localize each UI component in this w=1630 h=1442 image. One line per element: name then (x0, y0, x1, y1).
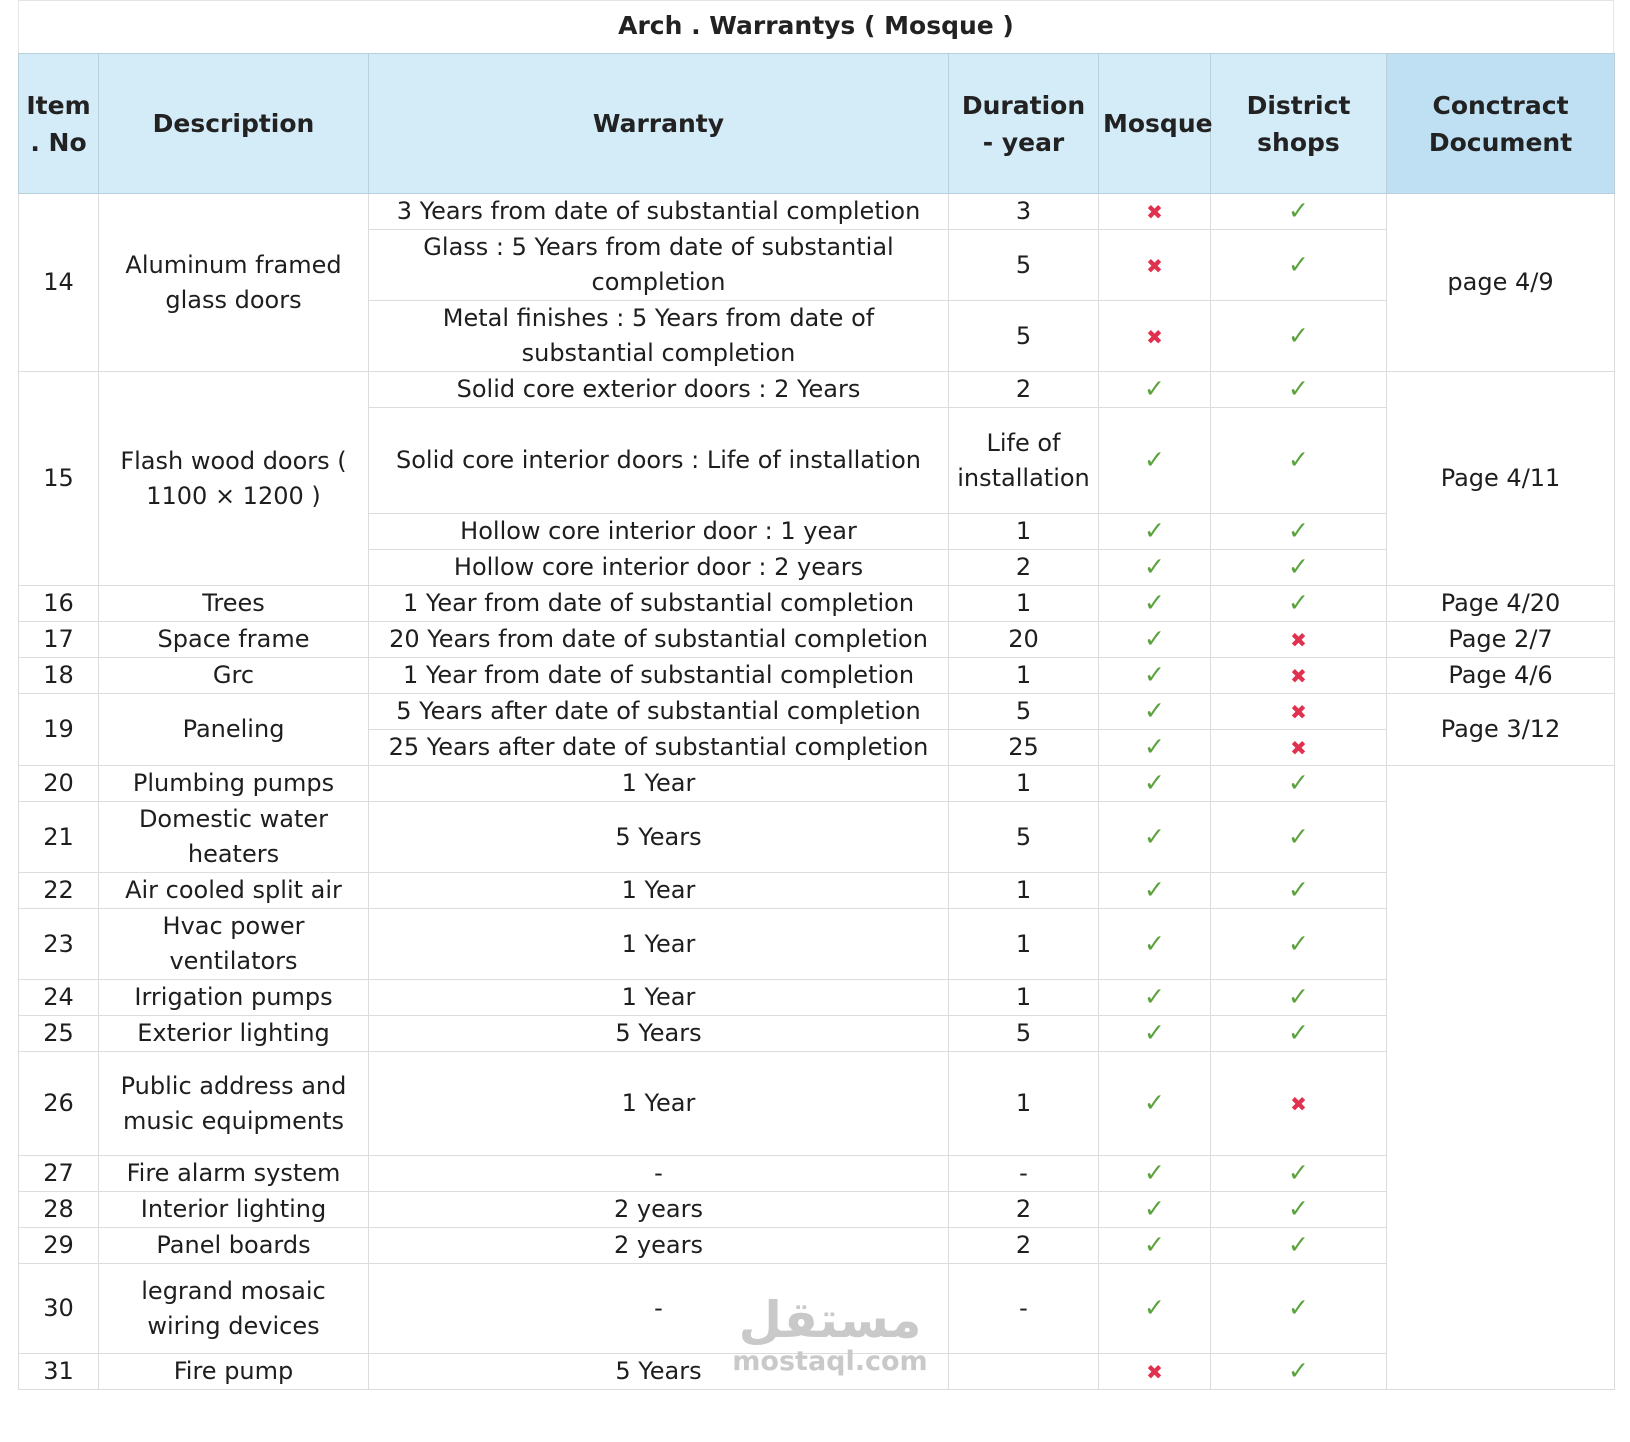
item-no-cell: 18 (19, 658, 99, 694)
item-no-cell: 16 (19, 586, 99, 622)
header-district-shops: District shops (1211, 54, 1387, 194)
cross-icon: ✖ (1290, 1092, 1307, 1116)
check-icon: ✓ (1288, 1230, 1309, 1259)
cross-icon: ✖ (1290, 628, 1307, 652)
cross-icon: ✖ (1146, 200, 1163, 224)
mosque-status-cell (1099, 980, 1211, 1016)
contract-document-cell: Page 2/7 (1387, 622, 1615, 658)
warranty-cell: 1 Year (369, 766, 949, 802)
district-status-cell (1211, 372, 1387, 408)
item-no-cell: 24 (19, 980, 99, 1016)
mosque-status-cell (1099, 586, 1211, 622)
district-status-cell (1211, 1192, 1387, 1228)
table-row (19, 194, 1615, 230)
description-cell: legrand mosaic wiring devices (99, 1264, 369, 1354)
mosque-status-cell (1099, 1354, 1211, 1390)
district-status-cell (1211, 1264, 1387, 1354)
item-no-cell: 29 (19, 1228, 99, 1264)
district-status-cell (1211, 1354, 1387, 1390)
district-status-cell (1211, 730, 1387, 766)
warranty-cell: 5 Years (369, 1016, 949, 1052)
district-status-cell (1211, 802, 1387, 873)
header-mosque: Mosque (1099, 54, 1211, 194)
check-icon: ✓ (1144, 768, 1165, 797)
duration-cell (949, 1354, 1099, 1390)
warranty-cell: 1 Year (369, 873, 949, 909)
description-cell: Irrigation pumps (99, 980, 369, 1016)
item-no-cell: 30 (19, 1264, 99, 1354)
mosque-status-cell (1099, 909, 1211, 980)
table-row (19, 1228, 1615, 1264)
mosque-status-cell (1099, 194, 1211, 230)
duration-cell: 5 (949, 301, 1099, 372)
check-icon: ✓ (1144, 660, 1165, 689)
item-no-cell: 23 (19, 909, 99, 980)
check-icon: ✓ (1144, 1018, 1165, 1047)
warranty-cell: Solid core interior doors : Life of installation (369, 408, 949, 514)
warranty-cell: 5 Years (369, 1354, 949, 1390)
table-row (19, 1264, 1615, 1354)
check-icon: ✓ (1288, 1293, 1309, 1322)
description-cell: Flash wood doors ( 1100 × 1200 ) (99, 372, 369, 586)
mosque-status-cell (1099, 1228, 1211, 1264)
check-icon: ✓ (1144, 1158, 1165, 1187)
description-cell: Paneling (99, 694, 369, 766)
table-row (19, 1052, 1615, 1156)
mosque-status-cell (1099, 1016, 1211, 1052)
item-no-cell: 19 (19, 694, 99, 766)
duration-cell: Life of installation (949, 408, 1099, 514)
table-row (19, 622, 1615, 658)
mosque-status-cell (1099, 1192, 1211, 1228)
mosque-status-cell (1099, 622, 1211, 658)
mosque-status-cell (1099, 658, 1211, 694)
table-row (19, 873, 1615, 909)
check-icon: ✓ (1288, 552, 1309, 581)
mosque-status-cell (1099, 1156, 1211, 1192)
duration-cell: 5 (949, 230, 1099, 301)
table-row (19, 1354, 1615, 1390)
mosque-status-cell (1099, 873, 1211, 909)
header-duration: Duration - year (949, 54, 1099, 194)
duration-cell: 25 (949, 730, 1099, 766)
check-icon: ✓ (1288, 320, 1309, 350)
duration-cell: 1 (949, 980, 1099, 1016)
duration-cell: - (949, 1156, 1099, 1192)
description-cell: Interior lighting (99, 1192, 369, 1228)
district-status-cell (1211, 550, 1387, 586)
mosque-status-cell (1099, 408, 1211, 514)
check-icon: ✓ (1144, 928, 1165, 958)
item-no-cell: 26 (19, 1052, 99, 1156)
item-no-cell: 27 (19, 1156, 99, 1192)
description-cell: Trees (99, 586, 369, 622)
warranty-cell: 1 Year (369, 980, 949, 1016)
duration-cell: - (949, 1264, 1099, 1354)
mosque-status-cell (1099, 1264, 1211, 1354)
check-icon: ✓ (1144, 445, 1165, 474)
header-item-no: Item . No (19, 54, 99, 194)
district-status-cell (1211, 586, 1387, 622)
description-cell: Aluminum framed glass doors (99, 194, 369, 372)
mosque-status-cell (1099, 514, 1211, 550)
table-row (19, 372, 1615, 408)
district-status-cell (1211, 1052, 1387, 1156)
description-cell: Panel boards (99, 1228, 369, 1264)
table-row (19, 766, 1615, 802)
mosque-status-cell (1099, 766, 1211, 802)
check-icon: ✓ (1144, 696, 1165, 725)
duration-cell: 1 (949, 658, 1099, 694)
table-row (19, 586, 1615, 622)
warranty-cell: Metal finishes : 5 Years from date of substantial completion (369, 301, 949, 372)
description-cell: Public address and music equipments (99, 1052, 369, 1156)
duration-cell: 2 (949, 550, 1099, 586)
check-icon: ✓ (1288, 982, 1309, 1011)
check-icon: ✓ (1144, 516, 1165, 545)
warranty-cell: Glass : 5 Years from date of substantial completion (369, 230, 949, 301)
warranty-table (18, 53, 1615, 1390)
warranty-cell: 2 years (369, 1228, 949, 1264)
warranty-sheet (18, 0, 1614, 1390)
mosque-status-cell (1099, 730, 1211, 766)
district-status-cell (1211, 514, 1387, 550)
item-no-cell: 20 (19, 766, 99, 802)
duration-cell: 1 (949, 766, 1099, 802)
check-icon: ✓ (1144, 374, 1165, 403)
duration-cell: 1 (949, 1052, 1099, 1156)
description-cell: Fire alarm system (99, 1156, 369, 1192)
mosque-status-cell (1099, 802, 1211, 873)
check-icon: ✓ (1144, 875, 1165, 904)
contract-document-cell: Page 3/12 (1387, 694, 1615, 766)
cross-icon: ✖ (1290, 664, 1307, 688)
item-no-cell: 17 (19, 622, 99, 658)
check-icon: ✓ (1288, 249, 1309, 279)
duration-cell: 2 (949, 1228, 1099, 1264)
duration-cell: 1 (949, 586, 1099, 622)
warranty-cell: 1 Year from date of substantial completion (369, 586, 949, 622)
table-row (19, 1016, 1615, 1052)
cross-icon: ✖ (1290, 736, 1307, 760)
check-icon: ✓ (1144, 732, 1165, 761)
description-cell: Hvac power ventilators (99, 909, 369, 980)
description-cell: Grc (99, 658, 369, 694)
district-status-cell (1211, 1156, 1387, 1192)
district-status-cell (1211, 694, 1387, 730)
warranty-cell: 20 Years from date of substantial completion (369, 622, 949, 658)
check-icon: ✓ (1144, 552, 1165, 581)
duration-cell: 1 (949, 514, 1099, 550)
page-title: Arch . Warrantys ( Mosque ) (18, 0, 1614, 53)
check-icon: ✓ (1288, 445, 1309, 474)
cross-icon: ✖ (1290, 700, 1307, 724)
duration-cell: 2 (949, 1192, 1099, 1228)
duration-cell: 1 (949, 873, 1099, 909)
table-row (19, 1192, 1615, 1228)
check-icon: ✓ (1288, 1356, 1309, 1385)
description-cell: Air cooled split air (99, 873, 369, 909)
watermark-logo: مستقل (738, 1291, 922, 1349)
description-cell: Exterior lighting (99, 1016, 369, 1052)
contract-document-cell: page 4/9 (1387, 194, 1615, 372)
district-status-cell (1211, 230, 1387, 301)
item-no-cell: 15 (19, 372, 99, 586)
header-row (19, 54, 1615, 194)
warranty-cell: - (369, 1264, 949, 1354)
mosque-status-cell (1099, 694, 1211, 730)
warranty-cell: Solid core exterior doors : 2 Years (369, 372, 949, 408)
check-icon: ✓ (1288, 196, 1309, 225)
table-row (19, 802, 1615, 873)
district-status-cell (1211, 873, 1387, 909)
header-warranty: Warranty (369, 54, 949, 194)
mosque-status-cell (1099, 230, 1211, 301)
duration-cell: 3 (949, 194, 1099, 230)
warranty-cell: - (369, 1156, 949, 1192)
check-icon: ✓ (1144, 1293, 1165, 1322)
warranty-cell: 5 Years (369, 802, 949, 873)
district-status-cell (1211, 1228, 1387, 1264)
contract-document-cell: Page 4/20 (1387, 586, 1615, 622)
cross-icon: ✖ (1146, 253, 1163, 278)
warranty-cell: Hollow core interior door : 1 year (369, 514, 949, 550)
check-icon: ✓ (1288, 768, 1309, 797)
description-cell: Fire pump (99, 1354, 369, 1390)
district-status-cell (1211, 980, 1387, 1016)
district-status-cell (1211, 622, 1387, 658)
check-icon: ✓ (1144, 982, 1165, 1011)
warranty-cell: 2 years (369, 1192, 949, 1228)
item-no-cell: 14 (19, 194, 99, 372)
check-icon: ✓ (1288, 374, 1309, 403)
check-icon: ✓ (1144, 821, 1165, 851)
check-icon: ✓ (1288, 875, 1309, 904)
check-icon: ✓ (1288, 1018, 1309, 1047)
warranty-cell: Hollow core interior door : 2 years (369, 550, 949, 586)
cross-icon: ✖ (1146, 324, 1163, 349)
duration-cell: 20 (949, 622, 1099, 658)
contract-document-cell: Page 4/11 (1387, 372, 1615, 586)
duration-cell: 5 (949, 1016, 1099, 1052)
description-cell: Plumbing pumps (99, 766, 369, 802)
description-cell: Space frame (99, 622, 369, 658)
mosque-status-cell (1099, 1052, 1211, 1156)
description-cell: Domestic water heaters (99, 802, 369, 873)
contract-document-cell: Page 4/6 (1387, 658, 1615, 694)
district-status-cell (1211, 766, 1387, 802)
check-icon: ✓ (1144, 588, 1165, 617)
check-icon: ✓ (1144, 1194, 1165, 1223)
district-status-cell (1211, 658, 1387, 694)
district-status-cell (1211, 1016, 1387, 1052)
header-contract-document: Conctract Document (1387, 54, 1615, 194)
check-icon: ✓ (1144, 1088, 1165, 1117)
table-row (19, 694, 1615, 730)
district-status-cell (1211, 301, 1387, 372)
duration-cell: 2 (949, 372, 1099, 408)
check-icon: ✓ (1288, 516, 1309, 545)
warranty-cell: 1 Year from date of substantial completion (369, 658, 949, 694)
district-status-cell (1211, 909, 1387, 980)
warranty-cell: 1 Year (369, 1052, 949, 1156)
table-row (19, 1156, 1615, 1192)
item-no-cell: 21 (19, 802, 99, 873)
check-icon: ✓ (1288, 821, 1309, 851)
contract-document-cell (1387, 766, 1615, 1390)
district-status-cell (1211, 194, 1387, 230)
table-row (19, 980, 1615, 1016)
check-icon: ✓ (1144, 1230, 1165, 1259)
table-row (19, 658, 1615, 694)
header-description: Description (99, 54, 369, 194)
cross-icon: ✖ (1146, 1360, 1163, 1384)
table-row (19, 909, 1615, 980)
warranty-cell: 1 Year (369, 909, 949, 980)
check-icon: ✓ (1288, 1194, 1309, 1223)
duration-cell: 5 (949, 802, 1099, 873)
table-body (19, 194, 1615, 1390)
item-no-cell: 31 (19, 1354, 99, 1390)
duration-cell: 1 (949, 909, 1099, 980)
district-status-cell (1211, 408, 1387, 514)
check-icon: ✓ (1288, 1158, 1309, 1187)
duration-cell: 5 (949, 694, 1099, 730)
warranty-cell: 25 Years after date of substantial completion (369, 730, 949, 766)
check-icon: ✓ (1288, 928, 1309, 958)
item-no-cell: 28 (19, 1192, 99, 1228)
check-icon: ✓ (1144, 624, 1165, 653)
mosque-status-cell (1099, 372, 1211, 408)
warranty-cell: 3 Years from date of substantial completion (369, 194, 949, 230)
watermark-text: mostaql.com (732, 1346, 928, 1377)
item-no-cell: 25 (19, 1016, 99, 1052)
item-no-cell: 22 (19, 873, 99, 909)
mosque-status-cell (1099, 301, 1211, 372)
check-icon: ✓ (1288, 588, 1309, 617)
mosque-status-cell (1099, 550, 1211, 586)
warranty-cell: 5 Years after date of substantial completion (369, 694, 949, 730)
